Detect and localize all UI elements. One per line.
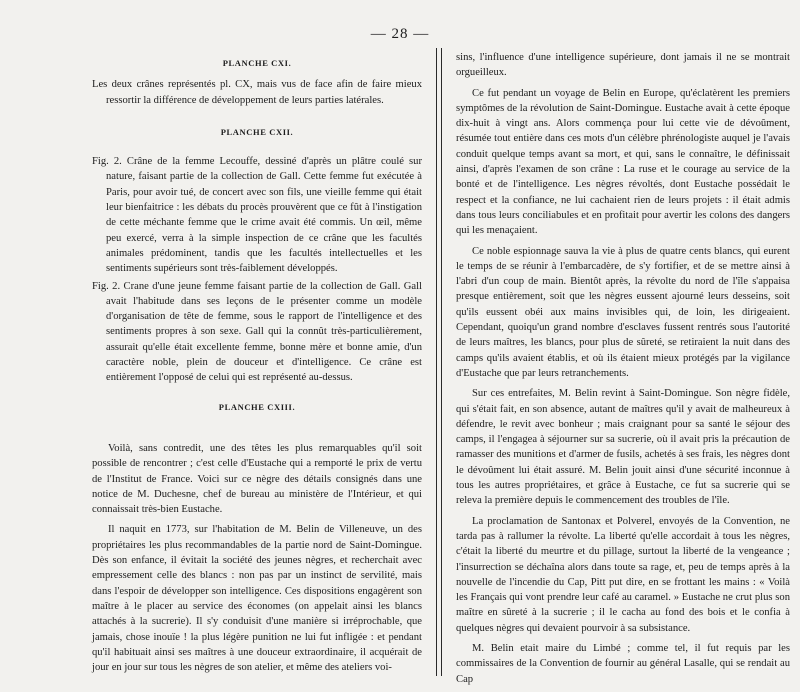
- figure-caption-2: Fig. 2. Crane d'une jeune femme faisant partie de la collection de Gall. Gall avait l'habitude dans ses leçons de le présenter comme un modèle d'organisation de tête de femme, sous le rapport de l'intelligence et des sentiments propres à son sexe. Gall qui la connût très-particulièrement, assurait qu'elle était excellente femme, bonne mère et bonne amie, d'un caractère noble, plein de douceur et d'intelligence. Ce crâne est entièrement l'opposé de celui qui est représenté au-dessus.: [92, 280, 422, 384]
- paragraph: M. Belin etait maire du Limbé ; comme tel, il fut requis par les commissaires de la Convention de fournir au général Lasalle, qui se rendait au Cap: [456, 642, 790, 685]
- plate-cxi-text: Les deux crânes représentés pl. CX, mais vus de face afin de faire mieux ressortir la différence de développement de leurs parties latérales.: [92, 79, 422, 106]
- paragraph: Il naquit en 1773, sur l'habitation de M. Belin de Villeneuve, un des propriétaires les plus recommandables de la partie nord de Saint-Domingue. Dès son enfance, il évitait la société des jeunes nègres, et recherchait avec empressement celle des blancs : non pas par un instinct de servilité, mais dans l'espoir de développer son intelligence. Ces dispositions engagèrent son maître à le placer au service des économes (on appelait ainsi les blancs attachés à la sucrerie). Il s'y conduisit d'une manière si irréprochable, que jamais, chose inouïe ! la plus légère punition ne lui fut infligée : et pendant qu'il habituait ainsi ses maîtres à une douceur extraordinaire, il acquérait de jour en jour sur tous les nègres de son atelier, et même des ateliers voi-: [92, 524, 422, 674]
- plate-heading-cxii: PLANCHE CXII.: [220, 126, 294, 137]
- right-column: [456, 50, 790, 692]
- paragraph: La proclamation de Santonax et Polverel, envoyés de la Convention, ne tarda pas à rallumer la révolte. La liberté qu'elle accordait à tous les nègres, c'était la liberté du meurtre et du pillage, surtout la liberté de la vengeance ; l'insurrection se déchaîna alors dans toute sa rage, et, peu de temps après à la nouvelle de l'incendie du Cap, Pitt put dire, en se frottant les mains : « Voilà les Français qui vont prendre leur café au caramel. » Eustache ne crut plus son maître en sûreté à la sucrerie ; il le cacha au fond des bois et le confia à quelques nègres qui devaient pourvoir à sa subsistance.: [456, 515, 790, 634]
- page-number: — 28 —: [370, 26, 430, 42]
- paragraph: Ce noble espionnage sauva la vie à plus de quatre cents blancs, qui eurent le temps de se réunir à l'embarcadère, de s'y fortifier, et de se mettre ainsi à l'abri d'un coup de main. Bientôt après, la révolte du nord de l'île s'appaisa presque entièrement, soit que les nègres eussent ajourné leurs desseins, soit qu'ils eussent obéi aux mains invisibles qui, de loin, les dirigeaient. Cependant, quoiqu'un grand nombre d'esclaves fussent rentrés sous l'autorité de leurs maîtres, les blancs, pour plus de sûreté, se retiraient la nuit dans des camps qu'ils avaient établis, et où ils étaient mieux protégés par la vigilance d'Eustache que par leurs retranchements.: [456, 245, 790, 379]
- paragraph: Sur ces entrefaites, M. Belin revint à Saint-Domingue. Son nègre fidèle, qui s'était fait, en son absence, autant de maîtres qu'il y avait de malheureux à défendre, le revit avec bonheur ; mais craignant pour sa santé le séjour des camps, il l'engagea à séjourner sur sa sucrerie, où il avait pris la précaution de ramasser des munitions et d'armer de fusils, achetés à ses frais, les nègres dont le dévoûment lui était assuré. M. Belin jouit ainsi d'une sécurité inconnue à tous les autres propriétaires, et grâce à Eustache, ce fut sa sucrerie qui se releva la première depuis le commencement des troubles de l'île.: [456, 388, 790, 507]
- paragraph: sins, l'influence d'une intelligence supérieure, dont jamais il ne se montrait orgueilleux.: [456, 52, 790, 79]
- left-column: [92, 52, 422, 680]
- figure-caption-1: Fig. 2. Crâne de la femme Lecouffe, dessiné d'après un plâtre coulé sur nature, faisant partie de la collection de Gall. Cette femme fut exécutée à Paris, pour avoir tué, de concert avec son fils, une vieille femme qui était leur bienfaitrice : les débats du procès prouvèrent que ce fût à l'instigation de cette méchante femme que le crime avait été commis. Un œil, même peu exercé, verra à la simple inspection de ce crâne que les facultés animales prédominent, tandis que les facultés intellectuelles et les sentiments supérieurs sont très-faiblement développés.: [92, 156, 422, 275]
- paragraph: Ce fut pendant un voyage de Belin en Europe, qu'éclatèrent les premiers symptômes de la révolution de Saint-Domingue. Eustache avait à cette époque dix-huit à vingt ans. Alors commença pour lui cette vie de dévoûment, résumée tout entière dans ces mots d'un célèbre phrénologiste auquel je l'avais conduit quelque temps avant sa mort, et qui, sans le connaître, le définissait ainsi, d'après l'examen de son crâne : La ruse et le courage au service de la bonté et de l'intelligence. Les nègres révoltés, dont Eustache possédait le respect et la confiance, ne lui cachaient rien de leurs projets : il était admis dans tous leurs conciliabules et en profitait pour avertir les colons des dangers qui les menaçaient.: [456, 87, 790, 237]
- column-divider: [436, 48, 442, 676]
- paragraph: Voilà, sans contredit, une des têtes les plus remarquables qu'il soit possible de rencontrer ; c'est celle d'Eustache qui a remporté le prix de vertu de l'Institut de France. Voici sur ce nègre des détails consignés dans une notice de M. Duchesne, chef de bureau au ministère de l'Intérieur, et qui connaissait très-bien Eustache.: [92, 442, 422, 516]
- plate-heading-cxi: PLANCHE CXI.: [222, 58, 292, 68]
- plate-heading-cxiii: PLANCHE CXIII.: [218, 401, 296, 412]
